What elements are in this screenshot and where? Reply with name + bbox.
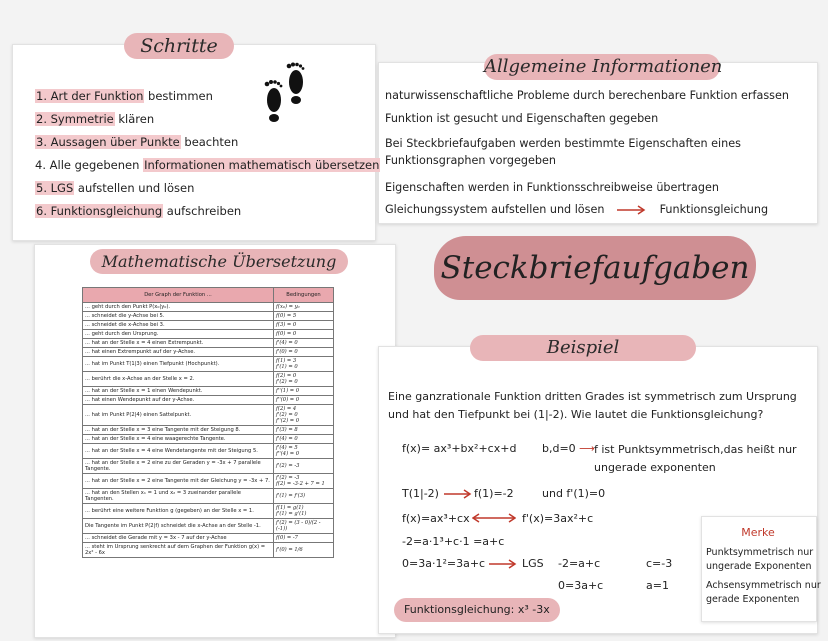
table-row <box>83 444 334 459</box>
step-1: 1. Art der Funktion bestimmen <box>36 89 213 103</box>
solution-c: c=-3 <box>646 557 673 570</box>
table-cell-bedingung: f'(0) = 0 <box>274 348 334 357</box>
table-row <box>83 405 334 426</box>
table-header-bedingungen: Bedingungen <box>274 288 334 303</box>
symmetry-line-2: ungerade exponenten <box>594 461 716 474</box>
table-cell-graph: ... geht durch den Ursprung. <box>83 330 274 339</box>
problem-line-2: und hat den Tiefpunkt bei (1|-2). Wie lautet die Funktionsgleichung? <box>388 408 764 421</box>
table-cell-bedingung: f(2) = 4 f'(2) = 0 f''(2) = 0 <box>274 405 334 426</box>
table-row <box>83 543 334 558</box>
step-5: 5. LGS aufstellen und lösen <box>36 181 195 195</box>
info-line-1: naturwissenschaftliche Probleme durch berechenbare Funktion erfassen <box>385 89 789 102</box>
solution-a: a=1 <box>646 579 669 592</box>
table-cell-bedingung: f'(4) = 0 <box>274 339 334 348</box>
info-line-3: Bei Steckbriefaufgaben werden bestimmte Eigenschaften eines <box>385 137 741 150</box>
table-row <box>83 489 334 504</box>
table-cell-graph: Die Tangente im Punkt P(2|f) schneidet die x-Achse an der Stelle -1. <box>83 519 274 534</box>
table-cell-graph: ... hat an den Stellen x₁ = 1 und x₂ = 3 zueinander parallele Tangenten. <box>83 489 274 504</box>
feet-icon <box>262 62 312 122</box>
table-header <box>83 288 334 303</box>
table-row <box>83 534 334 543</box>
table-cell-graph: ... berührt die x-Achse an der Stelle x = 2. <box>83 372 274 387</box>
table-row <box>83 519 334 534</box>
table-cell-graph: ... schneidet die Gerade mit y = 3x - 7 auf der y-Achse <box>83 534 274 543</box>
final-equation-badge <box>394 598 560 622</box>
table-cell-bedingung: f''(0) = 0 <box>274 396 334 405</box>
table-row <box>83 303 334 312</box>
table-row <box>83 504 334 519</box>
symmetry-line-1: f ist Punktsymmetrisch,das heißt nur <box>594 443 797 456</box>
table-cell-bedingung: f(0) = -7 <box>274 534 334 543</box>
equation-2: 0=3a·1²=3a+c <box>402 557 486 570</box>
translation-table <box>82 287 334 558</box>
table-cell-bedingung: f(1) = 3 f'(1) = 0 <box>274 357 334 372</box>
table-cell-bedingung: f(0) = 0 <box>274 330 334 339</box>
lgs-eq-1: -2=a+c <box>558 557 601 570</box>
info-line-4: Funktionsgraphen vorgegeben <box>385 154 556 167</box>
equation-1: -2=a·1³+c·1 =a+c <box>402 535 505 548</box>
step-3: 3. Aussagen über Punkte beachten <box>36 135 239 149</box>
arrow-right-icon <box>488 559 518 569</box>
table-cell-graph: ... schneidet die y-Achse bei 5. <box>83 312 274 321</box>
lgs-eq-2: 0=3a+c <box>558 579 604 592</box>
table-cell-graph: ... hat an der Stelle x = 4 eine waagerechte Tangente. <box>83 435 274 444</box>
step-4: 4. Alle gegebenen Informationen mathematisch übersetzen <box>35 158 380 172</box>
merke-line-4: gerade Exponenten <box>706 594 800 605</box>
info-line-5: Eigenschaften werden in Funktionsschreibweise übertragen <box>385 181 719 194</box>
step-2: 2. Symmetrie klären <box>36 112 155 126</box>
step-6: 6. Funktionsgleichung aufschreiben <box>36 204 242 218</box>
table-row <box>83 339 334 348</box>
table-row <box>83 474 334 489</box>
table-row <box>83 387 334 396</box>
table-cell-graph: ... hat an der Stelle x = 2 eine Tangente mit der Gleichung y = -3x + 7. <box>83 474 274 489</box>
lgs-label: LGS <box>522 557 544 570</box>
table-cell-bedingung: f'(0) = 1/6 <box>274 543 334 558</box>
table-row <box>83 321 334 330</box>
allgemein-title: Allgemeine Informationen <box>484 54 720 80</box>
table-cell-graph: ... schneidet die x-Achse bei 3. <box>83 321 274 330</box>
final-label: Funktionsgleichung: <box>404 603 515 616</box>
table-header-graph: Der Graph der Funktion ... <box>83 288 274 303</box>
table-cell-graph: ... hat an der Stelle x = 4 einen Extrempunkt. <box>83 339 274 348</box>
table-cell-graph: ... steht im Ursprung senkrecht auf dem Graphen der Funktion g(x) = 2x² - 6x <box>83 543 274 558</box>
table-cell-bedingung: f(2) = 0 f'(2) = 0 <box>274 372 334 387</box>
merke-line-3: Achsensymmetrisch nur <box>706 580 821 591</box>
info-line-2: Funktion ist gesucht und Eigenschaften gegeben <box>385 112 659 125</box>
table-cell-graph: ... hat an der Stelle x = 4 eine Wendetangente mit der Steigung 5. <box>83 444 274 459</box>
bd-zero: b,d=0 ⟶ <box>542 442 595 455</box>
fx-general: f(x)= ax³+bx²+cx+d <box>402 442 517 455</box>
translation-table-body <box>83 303 334 558</box>
table-row <box>83 312 334 321</box>
table-cell-graph: ... hat an der Stelle x = 3 eine Tangente mit der Steigung 8. <box>83 426 274 435</box>
table-cell-bedingung: f'(3) = 8 <box>274 426 334 435</box>
table-cell-bedingung: f'(2) = (3 - 0)/(2 - (-1)) <box>274 519 334 534</box>
merke-line-1: Punktsymmetrisch nur <box>706 547 814 558</box>
table-row <box>83 426 334 435</box>
double-arrow-icon <box>472 513 516 523</box>
merke-line-2: ungerade Exponenten <box>706 561 812 572</box>
table-cell-graph: ... berührt eine weitere Funktion g (gegeben) an der Stelle x = 1. <box>83 504 274 519</box>
table-cell-bedingung: f(1) = g(1) f'(1) = g'(1) <box>274 504 334 519</box>
arrow-right-icon <box>616 205 648 215</box>
table-cell-bedingung: f''(1) = 0 <box>274 387 334 396</box>
table-row <box>83 357 334 372</box>
schritte-title: Schritte <box>124 33 234 59</box>
info-line-6: Gleichungssystem aufstellen und lösen Funktionsgleichung <box>385 203 769 216</box>
table-row <box>83 435 334 444</box>
table-cell-bedingung: f'(1) = f'(3) <box>274 489 334 504</box>
table-row <box>83 396 334 405</box>
table-row <box>83 330 334 339</box>
table-cell-graph: ... hat im Punkt P(2|4) einen Sattelpunkt. <box>83 405 274 426</box>
table-cell-bedingung: f'(2) = -3 f(2) = -3·2 + 7 = 1 <box>274 474 334 489</box>
table-cell-graph: ... hat einen Extrempunkt auf der y-Achse. <box>83 348 274 357</box>
table-cell-graph: ... geht durch den Punkt P(x₀|y₀). <box>83 303 274 312</box>
uebersetzung-title: Mathematische Übersetzung <box>90 249 348 274</box>
table-cell-graph: ... hat einen Wendepunkt auf der y-Achse. <box>83 396 274 405</box>
merke-title: Merke <box>741 526 775 539</box>
table-row <box>83 348 334 357</box>
table-cell-graph: ... hat im Punkt T(1|3) einen Tiefpunkt (Hochpunkt). <box>83 357 274 372</box>
table-row <box>83 372 334 387</box>
table-cell-bedingung: f(0) = 5 <box>274 312 334 321</box>
main-title: Steckbriefaufgaben <box>440 250 750 286</box>
table-cell-graph: ... hat an der Stelle x = 1 einen Wendepunkt. <box>83 387 274 396</box>
final-equation: x³ -3x <box>517 603 550 616</box>
table-cell-graph: ... hat an der Stelle x = 2 eine zu der Geraden y = -3x + 7 parallele Tangente. <box>83 459 274 474</box>
problem-line-1: Eine ganzrationale Funktion dritten Grades ist symmetrisch zum Ursprung <box>388 390 797 403</box>
arrow-right-icon <box>443 489 473 499</box>
t-result: f(1)=-2 <box>474 487 514 500</box>
table-cell-bedingung: f(3) = 0 <box>274 321 334 330</box>
table-cell-bedingung: f'(4) = 0 <box>274 435 334 444</box>
table-cell-bedingung: f'(2) = -3 <box>274 459 334 474</box>
fprime: f'(x)=3ax²+c <box>522 512 594 525</box>
table-row <box>83 459 334 474</box>
t-point: T(1|-2) <box>402 487 439 500</box>
table-cell-bedingung: f(x₀) = y₀ <box>274 303 334 312</box>
beispiel-title: Beispiel <box>470 335 696 361</box>
t-and: und f'(1)=0 <box>542 487 606 500</box>
fx-reduced: f(x)=ax³+cx <box>402 512 470 525</box>
table-cell-bedingung: f'(4) = 5 f''(4) = 0 <box>274 444 334 459</box>
